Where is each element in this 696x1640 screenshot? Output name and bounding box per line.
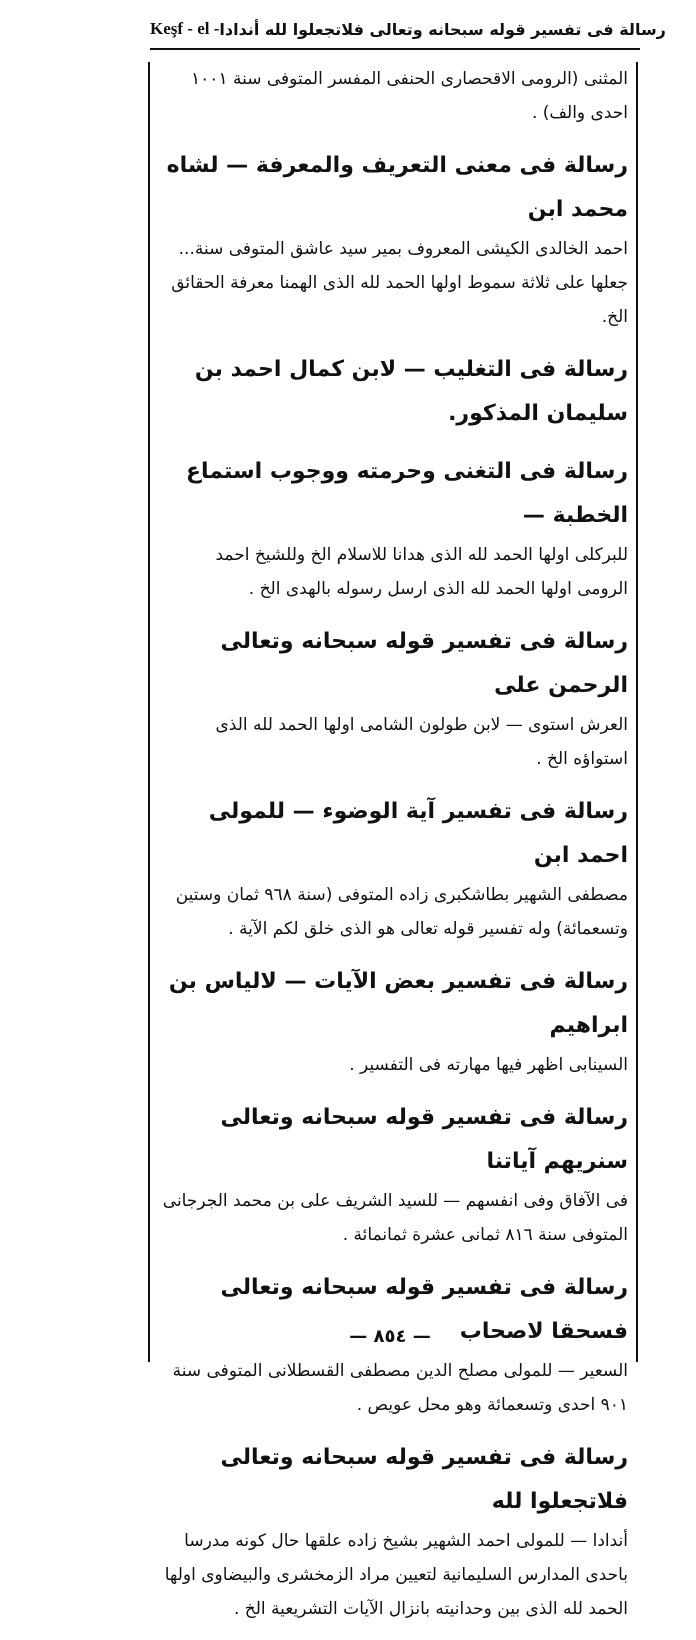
- entry-body: فى الآفاق وفى انفسهم — للسيد الشريف على بن محمد الجرجانى المتوفى سنة ٨١٦ ثمانى عشرة ثمانمائة .: [162, 1191, 628, 1245]
- entry: [160, 960, 628, 1082]
- entry-body: السعير — للمولى مصلح الدين مصطفى القسطلانى المتوفى سنة ٩٠١ احدى وتسعمائة وهو محل عويص .: [172, 1361, 628, 1415]
- entry: [160, 790, 628, 946]
- running-title: رسالة فى تفسير قوله سبحانه وتعالى فلاتجعلوا لله أندادا: [219, 19, 666, 39]
- entry: [160, 348, 628, 436]
- entry-body: العرش استوى — لابن طولون الشامى اولها الحمد لله الذى استواؤه الخ .: [215, 715, 628, 769]
- entry: [160, 144, 628, 334]
- header-rule: [150, 48, 640, 50]
- entry: [160, 1096, 628, 1252]
- entry-heading: رسالة فى تفسير بعض الآيات — لالياس بن ابراهيم: [168, 969, 628, 1038]
- entry: [160, 620, 628, 776]
- page-header: [150, 14, 666, 44]
- entry: [160, 1436, 628, 1626]
- entry-heading: رسالة فى تفسير آية الوضوء — للمولى احمد ابن: [208, 799, 628, 868]
- entry: [160, 62, 628, 130]
- entry-body: احمد الخالدى الكيشى المعروف بمير سيد عاشق المتوفى سنة... جعلها على ثلاثة سموط اولها الحمد لله الذى الهمنا معرفة الحقائق الخ.: [171, 239, 628, 327]
- entry-body: مصطفى الشهير بطاشكبرى زاده المتوفى (سنة ٩٦٨ ثمان وستين وتسعمائة) وله تفسير قوله تعالى هو الذى خلق لكم الآية .: [175, 885, 628, 939]
- entry-body: للبركلى اولها الحمد لله الذى هدانا للاسلام الخ وللشيخ احمد الرومى اولها الحمد لله الذى ارسل رسوله بالهدى الخ .: [215, 545, 628, 599]
- entry: [160, 450, 628, 606]
- entry-body: أندادا — للمولى احمد الشهير بشيخ زاده علقها حال كونه مدرسا باحدى المدارس السليمانية لتعيين مراد الزمخشرى والبيضاوى اولها الحمد لله الذى بين وحدانيته بانزال الآيات التشريعية الخ .: [164, 1531, 628, 1619]
- text-column: [160, 62, 628, 1640]
- right-margin-rule: [636, 62, 638, 1362]
- entry-heading: رسالة فى التغنى وحرمته ووجوب استماع الخطبة —: [185, 459, 628, 528]
- entry-body: السينابى اظهر فيها مهارته فى التفسير .: [349, 1055, 628, 1075]
- left-margin-rule: [148, 62, 150, 1362]
- entry-heading: رسالة فى تفسير قوله سبحانه وتعالى فلاتجعلوا لله: [220, 1445, 628, 1514]
- entry-body: المثنى (الرومى الاقحصارى الحنفى المفسر المتوفى سنة ١٠٠١ احدى والف) .: [191, 69, 628, 123]
- entry-heading: رسالة فى معنى التعريف والمعرفة — لشاه محمد ابن: [166, 153, 628, 222]
- book-code: Keşf - el -: [150, 19, 220, 38]
- entry-heading: رسالة فى تفسير قوله سبحانه وتعالى الرحمن على: [220, 629, 628, 698]
- page-number: — ٨٥٤ —: [349, 1326, 431, 1347]
- entry-heading: رسالة فى التغليب — لابن كمال احمد بن سليمان المذكور.: [194, 357, 628, 426]
- entry-heading: رسالة فى تفسير قوله سبحانه وتعالى سنريهم آياتنا: [220, 1105, 628, 1174]
- entry-heading: رسالة فى تفسير قوله سبحانه وتعالى فسحقا لاصحاب: [220, 1275, 628, 1344]
